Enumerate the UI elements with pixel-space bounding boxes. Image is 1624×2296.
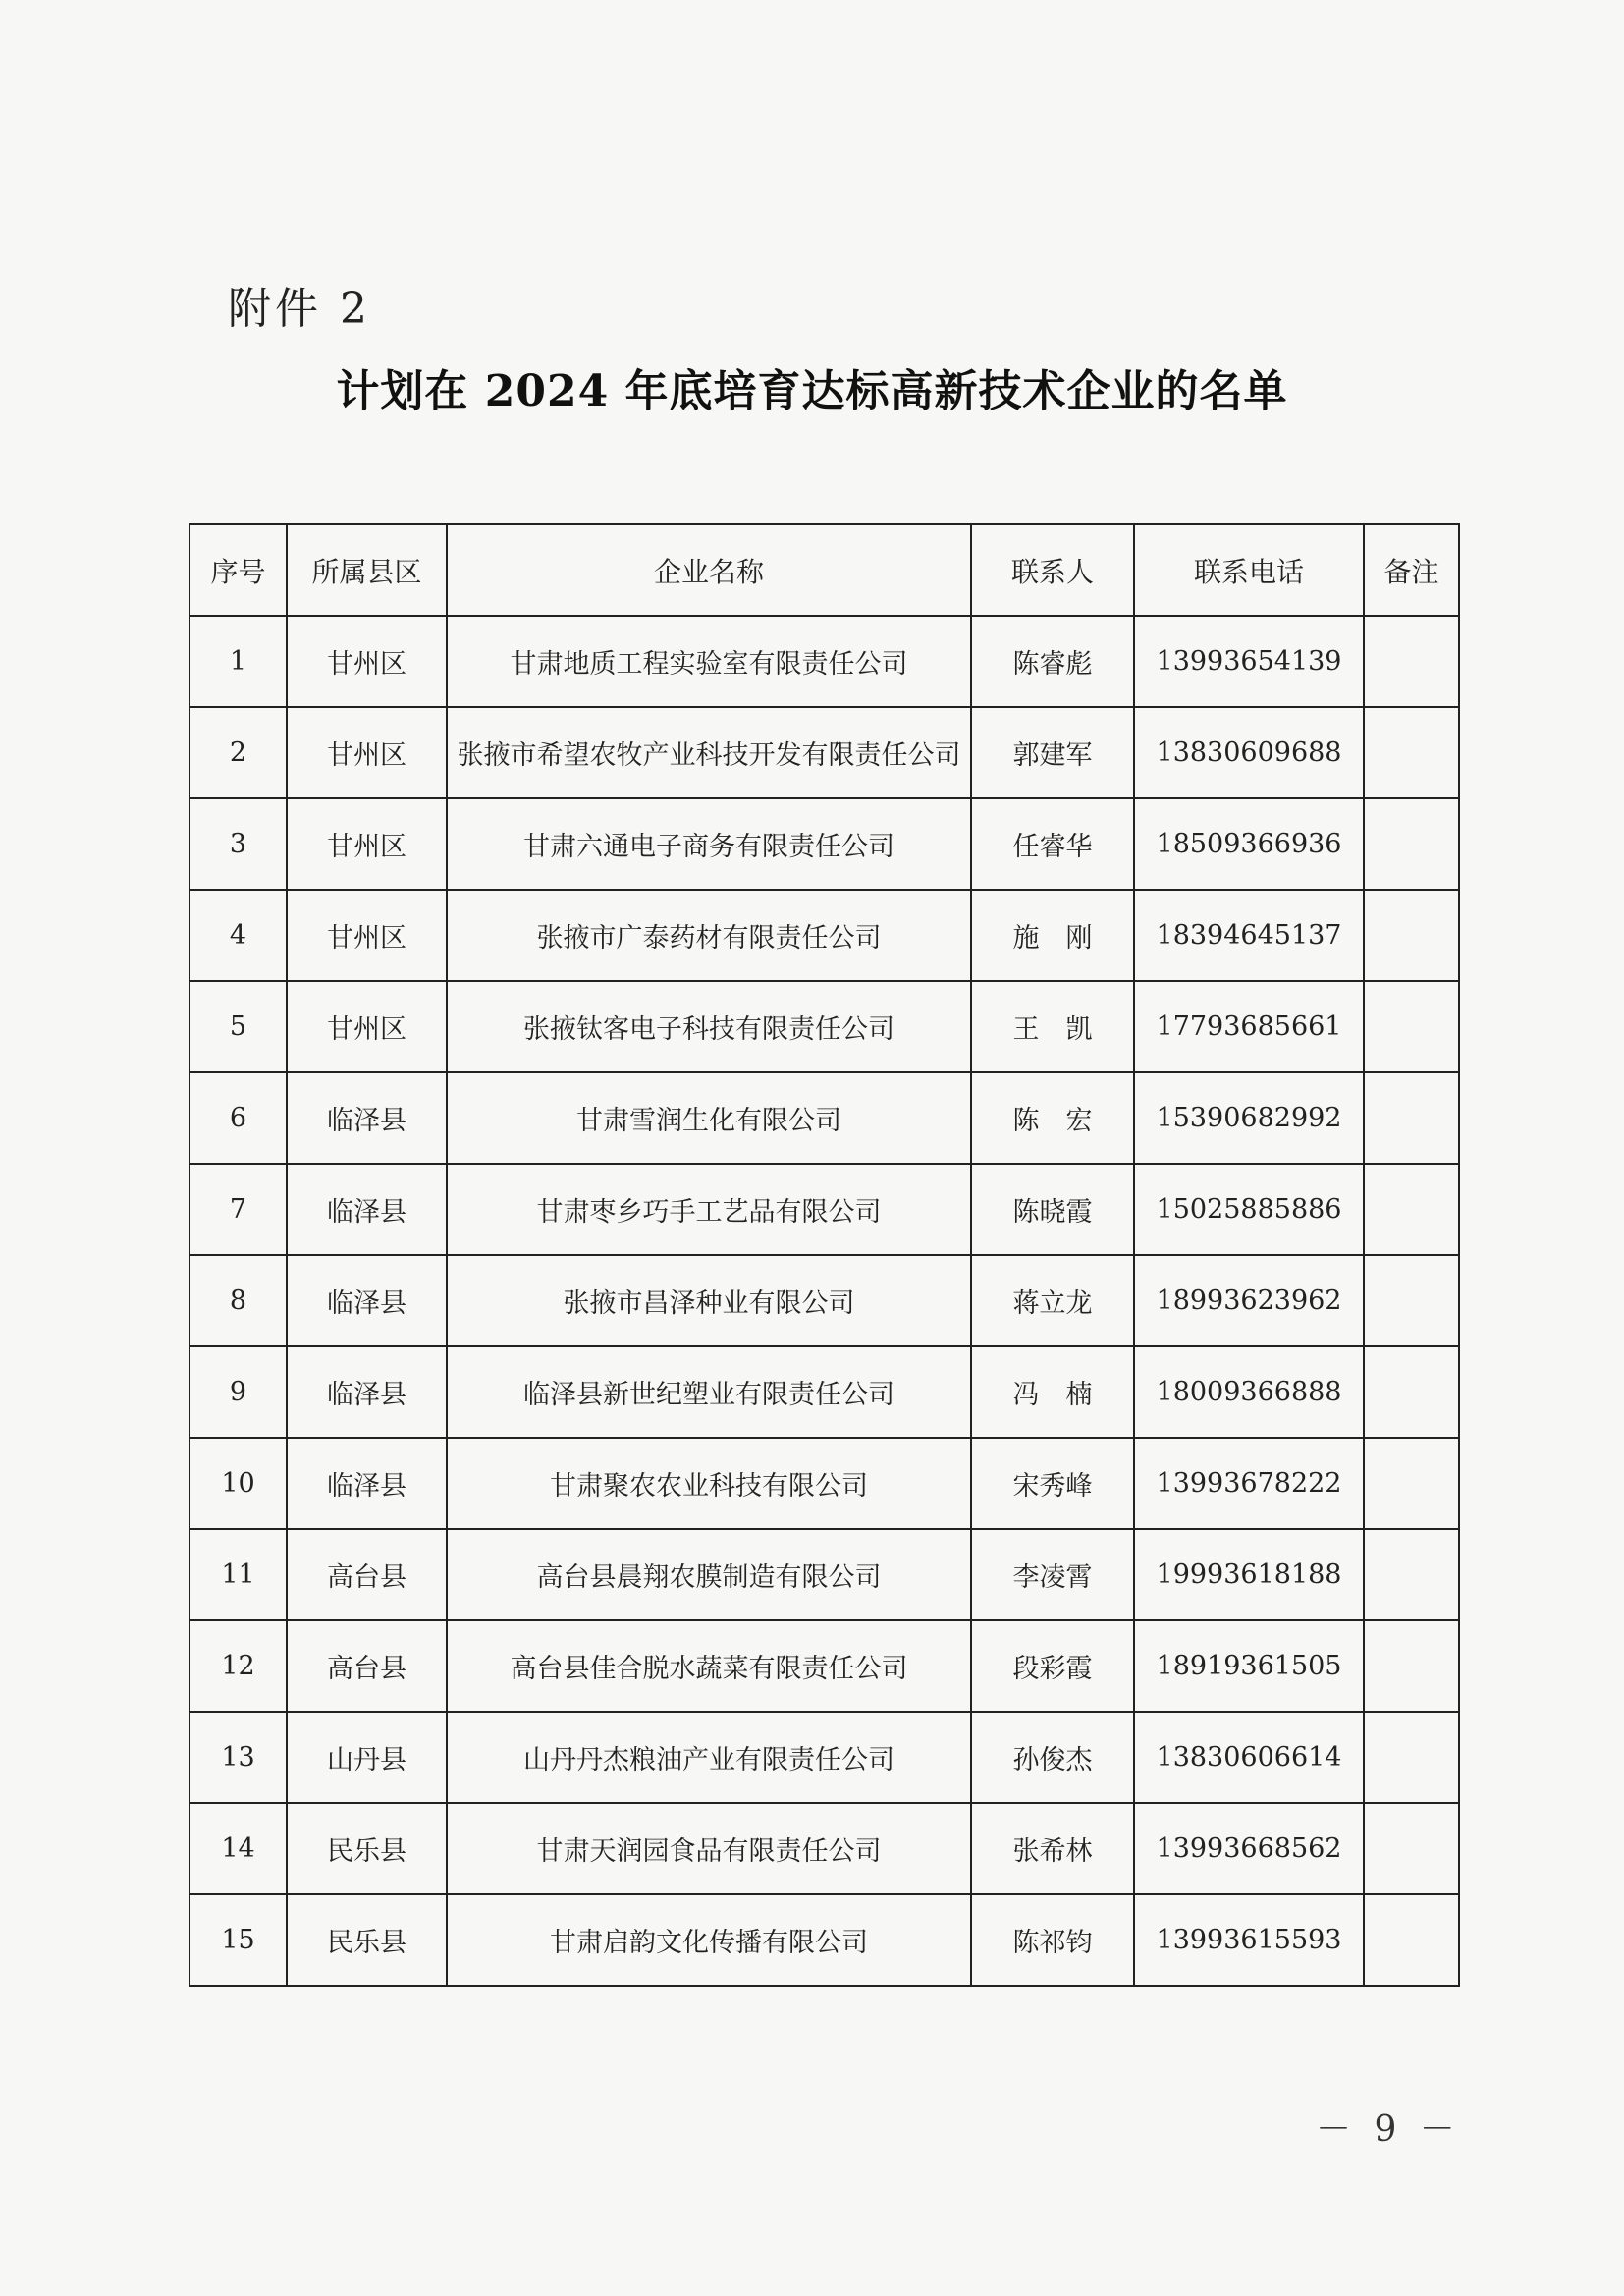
cell-no: 15 <box>189 1894 287 1986</box>
cell-no: 1 <box>189 616 287 707</box>
cell-phone: 17793685661 <box>1134 981 1364 1072</box>
cell-contact: 宋秀峰 <box>971 1438 1134 1529</box>
cell-phone: 15025885886 <box>1134 1164 1364 1255</box>
cell-phone: 13993654139 <box>1134 616 1364 707</box>
cell-company-name: 甘肃聚农农业科技有限公司 <box>447 1438 971 1529</box>
attachment-label: 附件 2 <box>228 284 371 334</box>
cell-company-name: 临泽县新世纪塑业有限责任公司 <box>447 1346 971 1438</box>
cell-no: 3 <box>189 798 287 890</box>
cell-county: 甘州区 <box>287 890 447 981</box>
cell-note <box>1364 1255 1459 1346</box>
company-list-table <box>189 523 1460 1987</box>
cell-contact: 蒋立龙 <box>971 1255 1134 1346</box>
header-county: 所属县区 <box>287 524 447 616</box>
cell-no: 10 <box>189 1438 287 1529</box>
table-row <box>189 1255 1459 1346</box>
cell-no: 8 <box>189 1255 287 1346</box>
cell-county: 山丹县 <box>287 1712 447 1803</box>
cell-phone: 13830606614 <box>1134 1712 1364 1803</box>
table-row <box>189 1712 1459 1803</box>
cell-phone: 18919361505 <box>1134 1620 1364 1712</box>
header-phone: 联系电话 <box>1134 524 1364 616</box>
table-row <box>189 1164 1459 1255</box>
cell-note <box>1364 1712 1459 1803</box>
cell-contact: 冯 楠 <box>971 1346 1134 1438</box>
cell-company-name: 甘肃天润园食品有限责任公司 <box>447 1803 971 1894</box>
cell-note <box>1364 890 1459 981</box>
cell-county: 临泽县 <box>287 1438 447 1529</box>
cell-contact: 孙俊杰 <box>971 1712 1134 1803</box>
cell-county: 临泽县 <box>287 1072 447 1164</box>
cell-contact: 郭建军 <box>971 707 1134 798</box>
cell-county: 民乐县 <box>287 1803 447 1894</box>
cell-phone: 13993668562 <box>1134 1803 1364 1894</box>
page-number: － 9 － <box>1316 2109 1461 2150</box>
cell-company-name: 张掖市希望农牧产业科技开发有限责任公司 <box>447 707 971 798</box>
header-no: 序号 <box>189 524 287 616</box>
cell-company-name: 甘肃六通电子商务有限责任公司 <box>447 798 971 890</box>
header-note: 备注 <box>1364 524 1459 616</box>
cell-no: 2 <box>189 707 287 798</box>
cell-note <box>1364 1529 1459 1620</box>
cell-phone: 18394645137 <box>1134 890 1364 981</box>
cell-phone: 19993618188 <box>1134 1529 1364 1620</box>
cell-company-name: 张掖市广泰药材有限责任公司 <box>447 890 971 981</box>
table-row <box>189 890 1459 981</box>
cell-no: 13 <box>189 1712 287 1803</box>
table-row <box>189 798 1459 890</box>
table-row <box>189 1072 1459 1164</box>
table-row <box>189 1803 1459 1894</box>
table-row <box>189 707 1459 798</box>
cell-note <box>1364 1620 1459 1712</box>
cell-company-name: 张掖钛客电子科技有限责任公司 <box>447 981 971 1072</box>
cell-phone: 13993678222 <box>1134 1438 1364 1529</box>
cell-no: 6 <box>189 1072 287 1164</box>
table-row <box>189 1438 1459 1529</box>
cell-company-name: 山丹丹杰粮油产业有限责任公司 <box>447 1712 971 1803</box>
cell-company-name: 张掖市昌泽种业有限公司 <box>447 1255 971 1346</box>
cell-county: 临泽县 <box>287 1346 447 1438</box>
cell-phone: 13830609688 <box>1134 707 1364 798</box>
table-row <box>189 1529 1459 1620</box>
table-row <box>189 1346 1459 1438</box>
cell-phone: 15390682992 <box>1134 1072 1364 1164</box>
cell-no: 12 <box>189 1620 287 1712</box>
header-contact: 联系人 <box>971 524 1134 616</box>
table-row <box>189 981 1459 1072</box>
cell-no: 5 <box>189 981 287 1072</box>
cell-company-name: 甘肃启韵文化传播有限公司 <box>447 1894 971 1986</box>
cell-note <box>1364 1803 1459 1894</box>
cell-note <box>1364 798 1459 890</box>
cell-contact: 王 凯 <box>971 981 1134 1072</box>
header-company-name: 企业名称 <box>447 524 971 616</box>
cell-no: 7 <box>189 1164 287 1255</box>
cell-company-name: 高台县佳合脱水蔬菜有限责任公司 <box>447 1620 971 1712</box>
cell-contact: 张希林 <box>971 1803 1134 1894</box>
cell-note <box>1364 1438 1459 1529</box>
table-row <box>189 1894 1459 1986</box>
cell-company-name: 甘肃枣乡巧手工艺品有限公司 <box>447 1164 971 1255</box>
cell-note <box>1364 1072 1459 1164</box>
cell-company-name: 甘肃雪润生化有限公司 <box>447 1072 971 1164</box>
table-header-row <box>189 524 1459 616</box>
cell-company-name: 高台县晨翔农膜制造有限公司 <box>447 1529 971 1620</box>
cell-county: 甘州区 <box>287 616 447 707</box>
cell-contact: 任睿华 <box>971 798 1134 890</box>
cell-phone: 18993623962 <box>1134 1255 1364 1346</box>
cell-county: 高台县 <box>287 1620 447 1712</box>
cell-no: 14 <box>189 1803 287 1894</box>
cell-note <box>1364 1164 1459 1255</box>
cell-phone: 18509366936 <box>1134 798 1364 890</box>
cell-note <box>1364 707 1459 798</box>
cell-county: 临泽县 <box>287 1164 447 1255</box>
cell-contact: 陈睿彪 <box>971 616 1134 707</box>
table-body <box>189 616 1459 1986</box>
cell-company-name: 甘肃地质工程实验室有限责任公司 <box>447 616 971 707</box>
cell-county: 高台县 <box>287 1529 447 1620</box>
page-title: 计划在 2024 年底培育达标高新技术企业的名单 <box>336 366 1288 416</box>
cell-county: 民乐县 <box>287 1894 447 1986</box>
cell-note <box>1364 981 1459 1072</box>
cell-no: 9 <box>189 1346 287 1438</box>
cell-county: 甘州区 <box>287 707 447 798</box>
cell-contact: 李凌霄 <box>971 1529 1134 1620</box>
cell-contact: 施 刚 <box>971 890 1134 981</box>
table-row <box>189 1620 1459 1712</box>
cell-county: 临泽县 <box>287 1255 447 1346</box>
cell-contact: 陈祁钧 <box>971 1894 1134 1986</box>
cell-contact: 陈 宏 <box>971 1072 1134 1164</box>
cell-phone: 18009366888 <box>1134 1346 1364 1438</box>
cell-note <box>1364 1346 1459 1438</box>
cell-contact: 段彩霞 <box>971 1620 1134 1712</box>
table-row <box>189 616 1459 707</box>
cell-phone: 13993615593 <box>1134 1894 1364 1986</box>
cell-contact: 陈晓霞 <box>971 1164 1134 1255</box>
cell-note <box>1364 1894 1459 1986</box>
cell-note <box>1364 616 1459 707</box>
cell-no: 4 <box>189 890 287 981</box>
cell-county: 甘州区 <box>287 981 447 1072</box>
cell-no: 11 <box>189 1529 287 1620</box>
cell-county: 甘州区 <box>287 798 447 890</box>
